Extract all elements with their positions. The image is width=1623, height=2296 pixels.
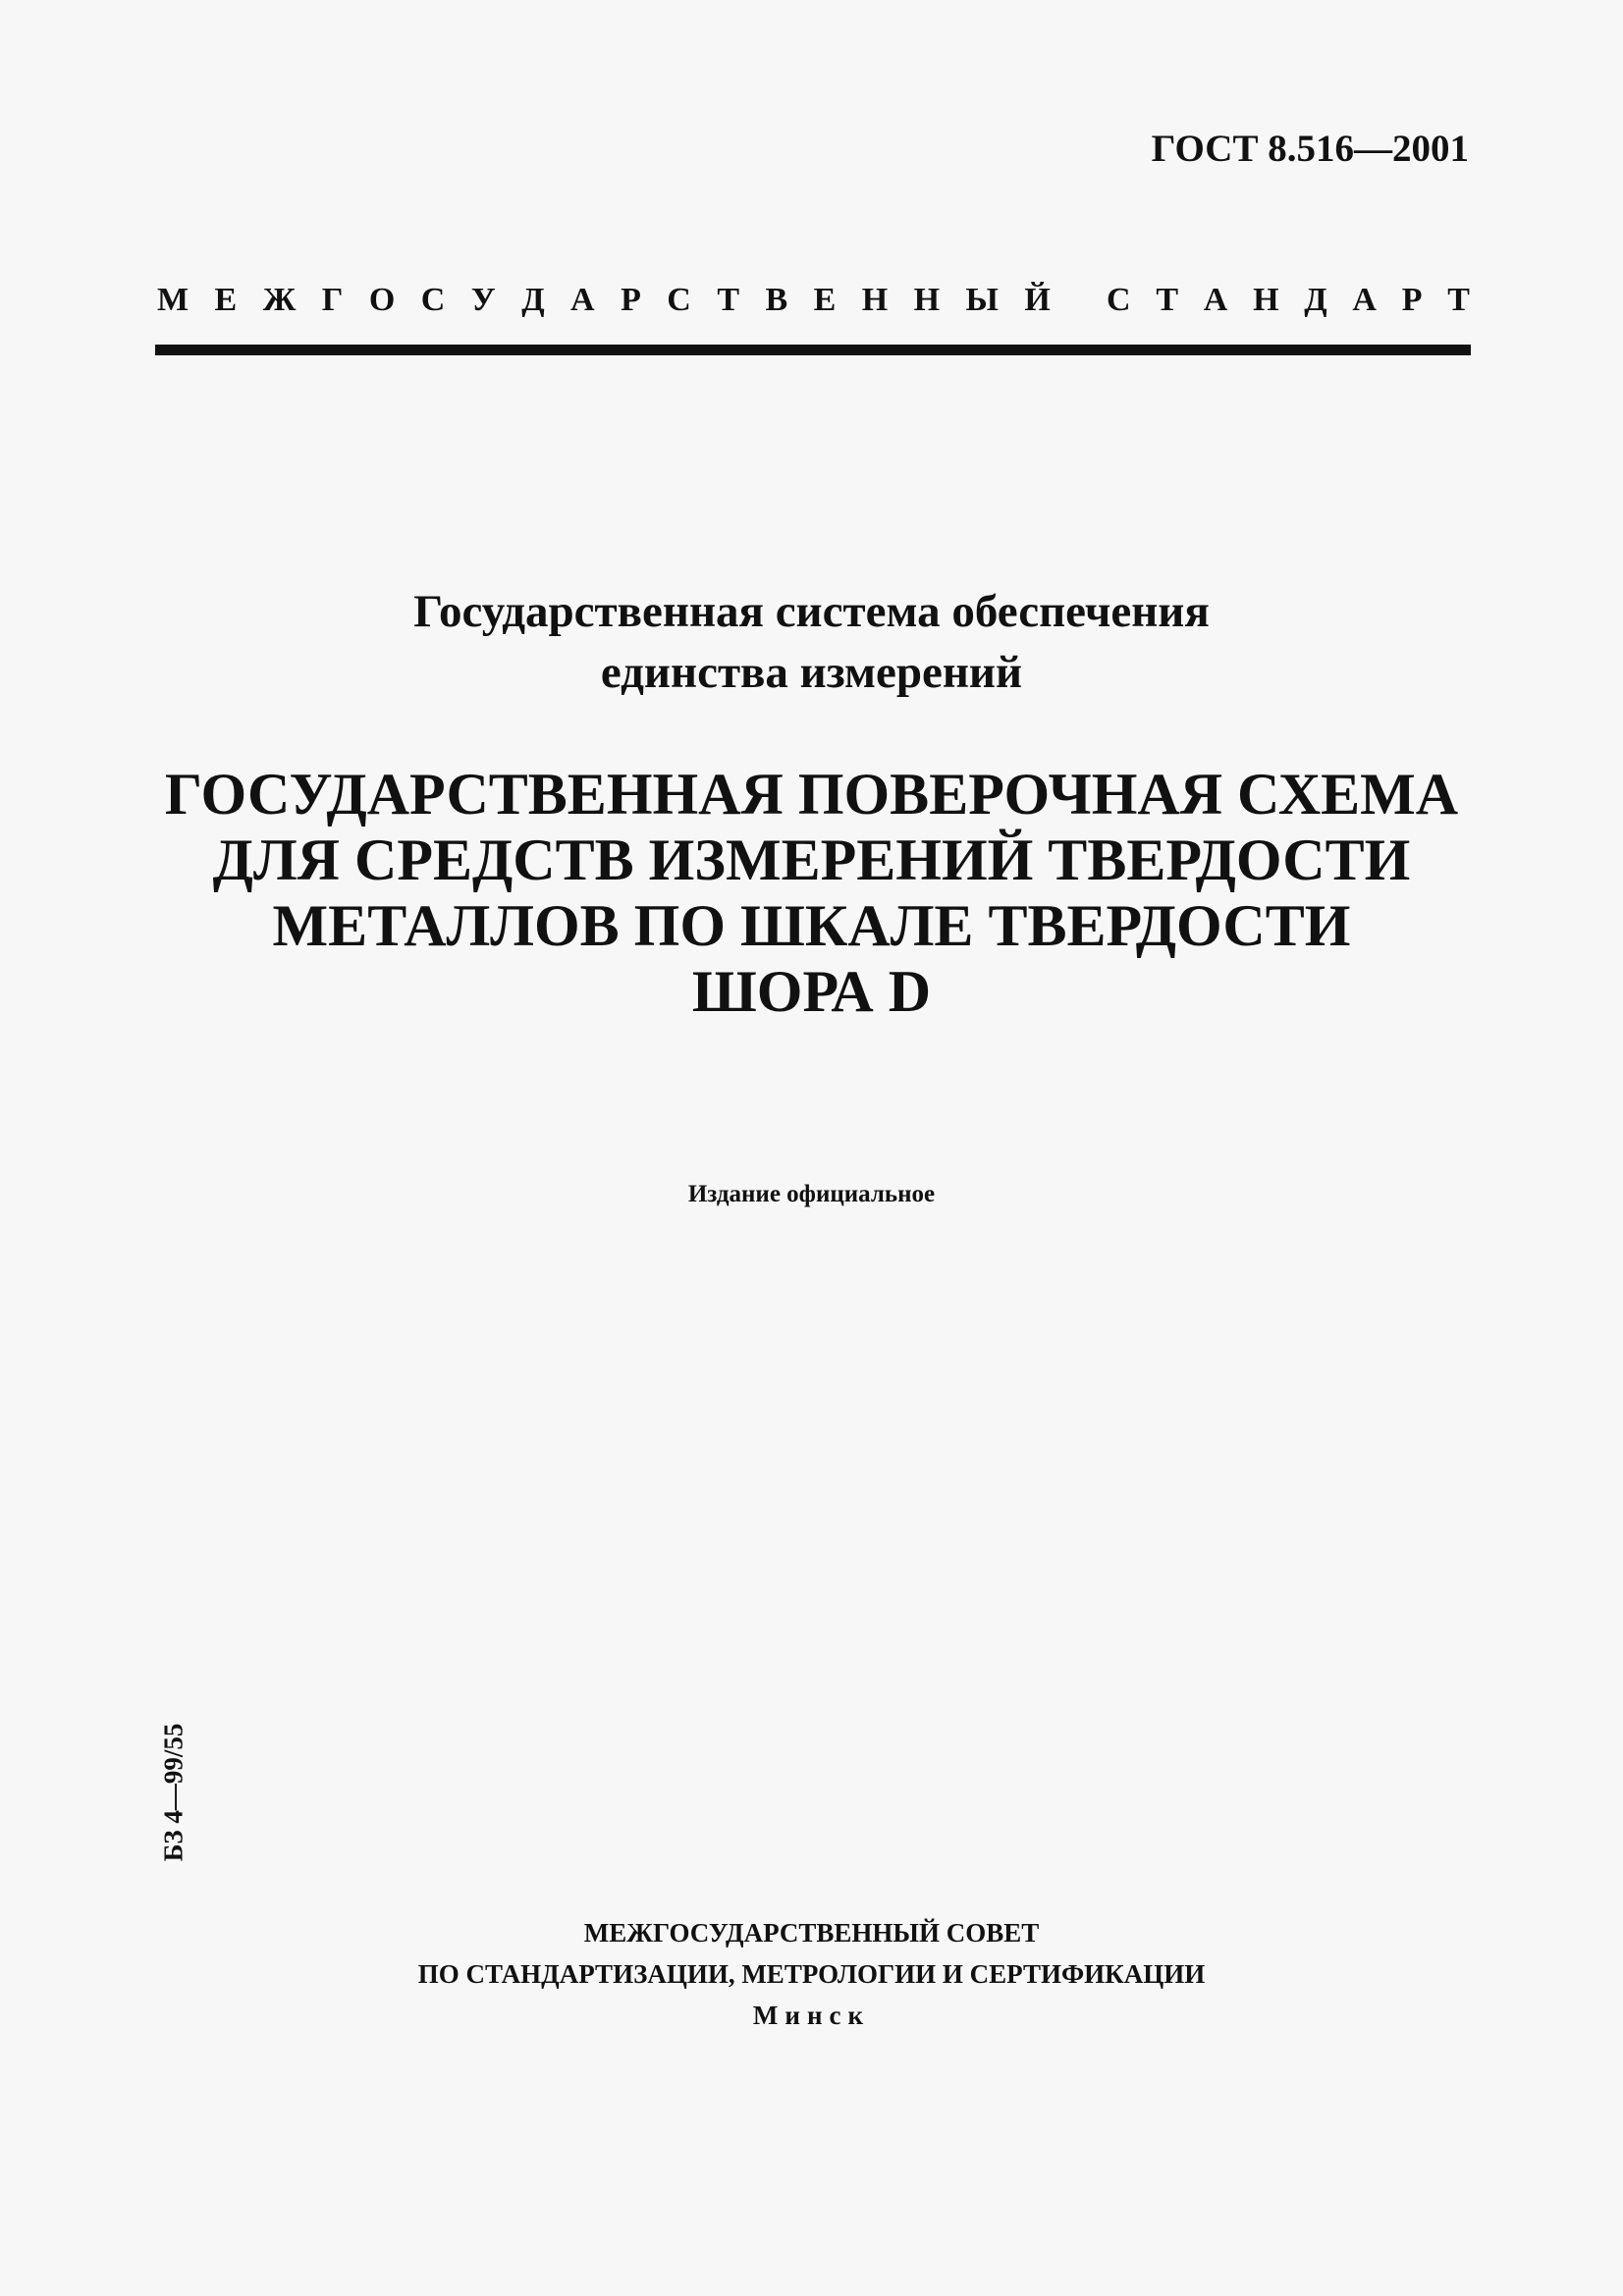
main-title-line: ГОСУДАРСТВЕННАЯ ПОВЕРОЧНАЯ СХЕМА bbox=[164, 762, 1459, 827]
heading-letter: Е bbox=[813, 282, 837, 318]
publisher-city: Минск bbox=[752, 2001, 871, 2030]
heading-letter: М bbox=[157, 282, 189, 318]
heading-letter: Д bbox=[1304, 282, 1327, 318]
publisher-line: МЕЖГОСУДАРСТВЕННЫЙ СОВЕТ bbox=[583, 1918, 1040, 1948]
main-title-line: ДЛЯ СРЕДСТВ ИЗМЕРЕНИЙ ТВЕРДОСТИ bbox=[212, 828, 1411, 892]
standard-type-heading bbox=[157, 281, 1470, 320]
side-code: БЗ 4—99/55 bbox=[158, 1723, 189, 1862]
heading-letter: Т bbox=[1447, 282, 1470, 318]
heading-letter: А bbox=[1352, 282, 1377, 318]
heading-letter: В bbox=[765, 282, 788, 318]
heading-letter: Н bbox=[1253, 282, 1279, 318]
heading-letter: Т bbox=[1156, 282, 1178, 318]
heading-letter: С bbox=[420, 282, 446, 318]
heading-letter: Р bbox=[621, 282, 641, 318]
heading-letter: Н bbox=[913, 282, 941, 318]
heading-letter: А bbox=[570, 282, 595, 318]
main-title-line: ШОРА D bbox=[691, 959, 932, 1024]
heading-letter: О bbox=[368, 282, 396, 318]
heading-letter: Е bbox=[214, 282, 238, 318]
heading-letter: У bbox=[470, 282, 496, 318]
heading-letter: Ы bbox=[965, 282, 999, 318]
main-title-line: МЕТАЛЛОВ ПО ШКАЛЕ ТВЕРДОСТИ bbox=[272, 893, 1351, 958]
heading-letter: Г bbox=[321, 282, 344, 318]
series-title-line: единства измерений bbox=[600, 647, 1023, 698]
document-number: ГОСТ 8.516—2001 bbox=[1151, 128, 1469, 170]
standard-type-word-1 bbox=[157, 281, 1051, 320]
publisher-line: ПО СТАНДАРТИЗАЦИИ, МЕТРОЛОГИИ И СЕРТИФИКАЦИИ bbox=[417, 1959, 1206, 1989]
heading-letter: С bbox=[1107, 282, 1131, 318]
heading-letter: Т bbox=[717, 282, 739, 318]
heading-letter: Д bbox=[521, 282, 545, 318]
series-title-line: Государственная система обеспечения bbox=[413, 586, 1210, 637]
heading-letter: Р bbox=[1401, 282, 1423, 318]
heading-rule bbox=[155, 345, 1471, 355]
series-title bbox=[0, 581, 1623, 703]
edition-label: Издание официальное bbox=[687, 1181, 936, 1207]
publisher-block bbox=[0, 1912, 1623, 2036]
heading-letter: С bbox=[667, 282, 691, 318]
heading-letter: Н bbox=[861, 282, 889, 318]
standard-type-word-2 bbox=[1107, 281, 1470, 320]
heading-letter: Ж bbox=[262, 282, 297, 318]
heading-letter: А bbox=[1203, 282, 1228, 318]
heading-letter: Й bbox=[1024, 282, 1051, 318]
main-title bbox=[0, 762, 1623, 1025]
